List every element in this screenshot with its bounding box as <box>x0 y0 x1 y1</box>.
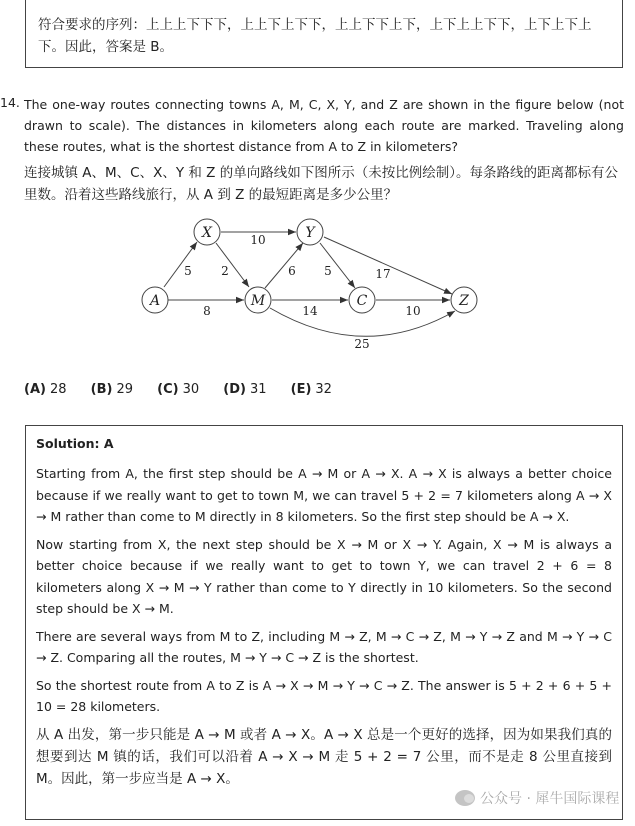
node-m-label: M <box>250 293 266 309</box>
choice-b[interactable]: (B) 29 <box>90 382 133 397</box>
solution-paragraph: Now starting from X, the next step should be X → M or X → Y. Again, X → M is always a better choice because if we really want to get to town Y, we can travel 2 + 6 = 8 kilometers along X → M → Y rather than come to Y directly in 10 kilometers. So the second step should be X → M. <box>36 536 612 616</box>
question-text-cn: 连接城镇 A、M、C、X、Y 和 Z 的单向路线如下图所示（未按比例绘制）。每条路线的距离都标有公里数。沿着这些路线旅行，从 A 到 Z 的最短距离是多少公里？ <box>24 165 618 203</box>
choice-c[interactable]: (C) 30 <box>157 382 200 397</box>
watermark-text: 公众号 · 犀牛国际课程 <box>480 791 620 807</box>
edge-a-x <box>164 242 197 287</box>
question-text-en: The one-way routes connecting towns A, M, C, X, Y, and Z are shown in the figure below (not drawn to scale). The distances in kilometers along each route are marked. Traveling along these routes, what is the shortest distance from A to Z in kilometers? <box>24 97 624 154</box>
edge-y-z-weight: 17 <box>375 267 391 281</box>
answer-choices <box>24 382 352 397</box>
solution-paragraph-cn: 从 A 出发，第一步只能是 A → M 或者 A → X。A → X 总是一个更好的选择，因为如果我们真的想要到达 M 镇的话，我们可以沿着 A → X → M 走 5 + 2 = 7 公里，而不是走 8 公里直接到 M。因此，第一步应当是 A → X。 <box>36 726 612 787</box>
node-a-label: A <box>149 293 161 309</box>
edge-a-x-weight: 5 <box>184 264 192 278</box>
node-c-label: C <box>356 293 368 309</box>
watermark <box>455 788 619 808</box>
edge-m-y <box>265 243 303 288</box>
node-z-label: Z <box>459 293 469 309</box>
edge-y-z <box>324 237 452 294</box>
solution-paragraph: There are several ways from M to Z, including M → Z, M → C → Z, M → Y → Z and M → Y → C → Z. Comparing all the routes, M → Y → C → Z is the shortest. <box>36 628 612 665</box>
edge-x-m-weight: 2 <box>221 264 229 278</box>
wechat-icon <box>455 790 475 806</box>
node-y-label: Y <box>305 225 315 241</box>
edge-m-y-weight: 6 <box>288 264 296 278</box>
edge-c-z-weight: 10 <box>405 304 421 318</box>
previous-answer-text: 符合要求的序列：上上上下下下，上上下上下下，上上下下上下，上下上上下下，上下上下上下。因此，答案是 B。 <box>38 17 592 55</box>
question-number: 14. <box>0 95 20 110</box>
choice-e[interactable]: (E) 32 <box>290 382 332 397</box>
solution-paragraph: Starting from A, the first step should be A → M or A → X. A → X is always a better choice because if we really want to get to town M, we can travel 5 + 2 = 7 kilometers along A → X → M rather than come to M directly in 8 kilometers. So the first step should be A → X. <box>36 466 612 524</box>
solution-box <box>25 425 623 820</box>
solution-paragraph: So the shortest route from A to Z is A → X → M → Y → C → Z. The answer is 5 + 2 + 6 + 5 + 10 = 28 kilometers. <box>36 677 612 714</box>
previous-answer-box <box>25 0 623 68</box>
solution-title: Solution: A <box>36 436 114 451</box>
choice-d[interactable]: (D) 31 <box>223 382 267 397</box>
edge-m-c-weight: 14 <box>302 304 318 318</box>
route-graph <box>0 205 635 355</box>
edge-x-y-weight: 10 <box>250 233 266 247</box>
node-x-label: X <box>202 225 212 241</box>
edge-a-m-weight: 8 <box>203 304 211 318</box>
choice-a[interactable]: (A) 28 <box>24 382 67 397</box>
edge-m-z-weight: 25 <box>354 337 370 351</box>
edge-y-c-weight: 5 <box>324 264 332 278</box>
